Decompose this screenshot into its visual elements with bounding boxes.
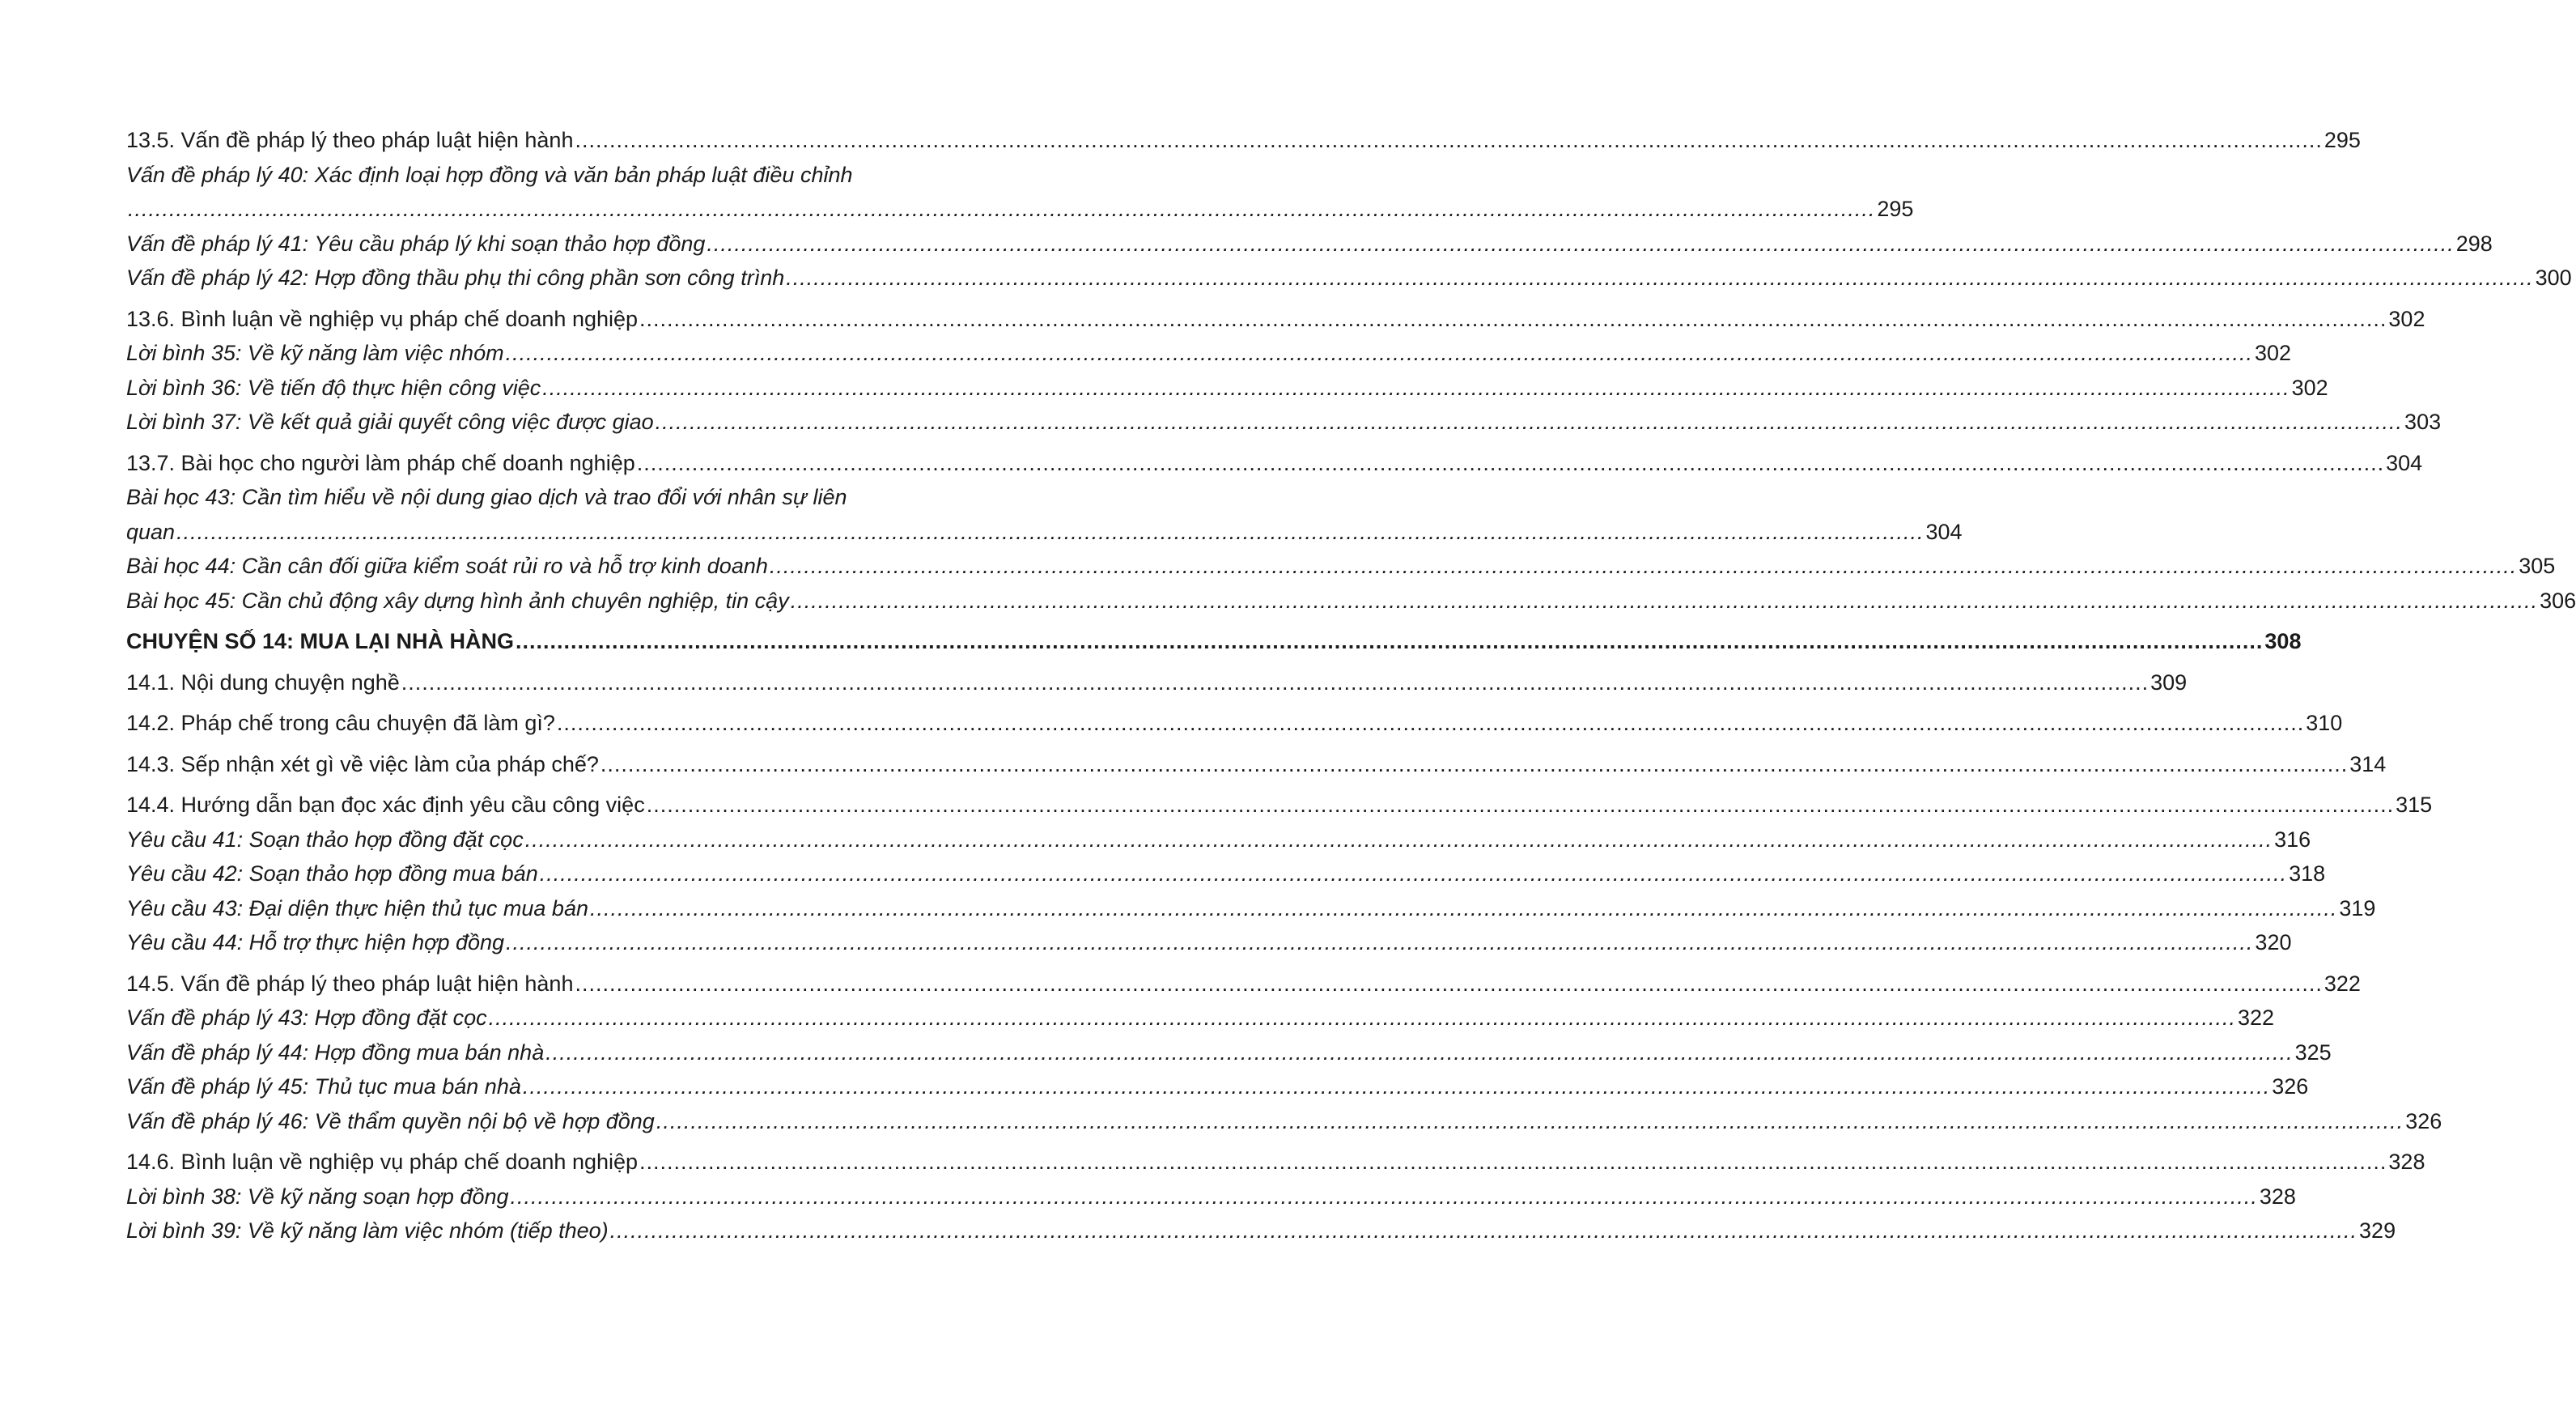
toc-entry-label: Yêu cầu 44: Hỗ trợ thực hiện hợp đồng — [126, 930, 505, 954]
dot-leader — [610, 1214, 2357, 1248]
toc-page-number: 298 — [2455, 231, 2493, 256]
toc-page-number: 308 — [2264, 629, 2302, 653]
toc-section-entry — [126, 967, 2361, 1001]
toc-entry-label: Yêu cầu 42: Soạn thảo hợp đồng mua bán — [126, 861, 538, 886]
toc-page-number: 304 — [1925, 519, 1963, 544]
dot-leader — [656, 1104, 2404, 1139]
dot-leader — [647, 788, 2394, 823]
toc-page-number: 326 — [2272, 1074, 2309, 1099]
toc-section-entry — [126, 123, 2361, 158]
toc-entry-label: 14.6. Bình luận về nghiệp vụ pháp chế doanh nghiệp — [126, 1150, 639, 1174]
toc-item-entry — [126, 192, 1914, 227]
dot-leader — [770, 549, 2517, 584]
toc-page-number: 295 — [1877, 197, 1914, 221]
toc-page-number: 328 — [2388, 1150, 2425, 1174]
dot-leader — [516, 624, 2263, 659]
toc-page-number: 304 — [2386, 450, 2423, 475]
toc-entry-label: Vấn đề pháp lý 43: Hợp đồng đặt cọc — [126, 1005, 487, 1030]
dot-leader — [489, 1001, 2236, 1035]
toc-item-entry — [126, 371, 2328, 406]
toc-item-entry — [126, 405, 2442, 440]
toc-item-entry — [126, 515, 1963, 550]
toc-entry-label: 13.7. Bài học cho người làm pháp chế doanh nghiệp — [126, 450, 635, 475]
toc-section-entry — [126, 706, 2343, 741]
dot-leader — [557, 706, 2304, 741]
toc-entry-label: Yêu cầu 43: Đại diện thực hiện thủ tục mua bán — [126, 895, 588, 920]
toc-item-entry — [126, 480, 855, 515]
dot-leader — [786, 261, 2533, 295]
toc-page-number: 300 — [2535, 266, 2572, 290]
toc-entry-label: 14.4. Hướng dẫn bạn đọc xác định yêu cầu công việc — [126, 793, 645, 817]
toc-page-number: 322 — [2323, 971, 2361, 996]
dot-leader — [639, 302, 2387, 337]
toc-page-number: 309 — [2150, 670, 2188, 695]
toc-entry-label: 14.5. Vấn đề pháp lý theo pháp luật hiện hành — [126, 971, 574, 996]
toc-entry-label: Bài học 45: Cần chủ động xây dựng hình ảnh chuyên nghiệp, tin cậy — [126, 588, 789, 613]
toc-item-entry — [126, 227, 2493, 261]
toc-entry-label: 14.2. Pháp chế trong câu chuyện đã làm gì? — [126, 711, 555, 735]
toc-page-number: 302 — [2291, 375, 2328, 400]
toc-entry-label: Lời bình 38: Về kỹ năng soạn hợp đồng — [126, 1184, 509, 1209]
toc-entry-label: Bài học 43: Cần tìm hiểu về nội dung giao dịch và trao đổi với nhân sự liên — [126, 485, 847, 509]
toc-entry-label: quan — [126, 519, 176, 544]
dot-leader — [575, 967, 2322, 1001]
dot-leader — [540, 857, 2287, 891]
toc-page-number: 325 — [2294, 1039, 2332, 1065]
toc-page-number: 326 — [2405, 1108, 2442, 1133]
dot-leader — [601, 747, 2348, 782]
toc-entry-label: Vấn đề pháp lý 46: Về thẩm quyền nội bộ về hợp đồng — [126, 1108, 655, 1133]
toc-page-number: 320 — [2255, 930, 2292, 954]
toc-page-number: 306 — [2540, 588, 2576, 613]
toc-page-number: 316 — [2274, 827, 2311, 852]
dot-leader — [506, 336, 2253, 371]
toc-entry-label: Lời bình 36: Về tiến độ thực hiện công việc — [126, 375, 541, 400]
toc-item-entry — [126, 584, 2576, 619]
toc-item-entry — [126, 1214, 2396, 1248]
dot-leader — [542, 371, 2290, 406]
toc-item-entry — [126, 1035, 2332, 1070]
toc-section-entry — [126, 1145, 2425, 1180]
toc-entry-label: 14.1. Nội dung chuyện nghề — [126, 670, 400, 695]
toc-section-entry — [126, 788, 2433, 823]
toc-item-entry — [126, 925, 2292, 960]
toc-entry-label: 14.3. Sếp nhận xét gì về việc làm của pháp chế? — [126, 751, 599, 776]
toc-page-number: 303 — [2404, 410, 2442, 434]
toc-item-entry — [126, 336, 2292, 371]
dot-leader — [506, 925, 2253, 960]
dot-leader — [707, 227, 2454, 261]
dot-leader — [523, 1069, 2270, 1104]
toc-item-entry — [126, 1180, 2296, 1214]
dot-leader — [791, 584, 2538, 619]
toc-entry-label: Vấn đề pháp lý 42: Hợp đồng thầu phụ thi công phần sơn công trình — [126, 266, 785, 290]
toc-page-number: 318 — [2289, 861, 2326, 886]
toc-entry-label: Yêu cầu 41: Soạn thảo hợp đồng đặt cọc — [126, 827, 524, 852]
dot-leader — [525, 823, 2273, 857]
toc-entry-label: Vấn đề pháp lý 40: Xác định loại hợp đồng và văn bản pháp luật điều chỉnh — [126, 162, 853, 187]
toc-page-number: 302 — [2254, 341, 2292, 365]
toc-entry-label: Vấn đề pháp lý 41: Yêu cầu pháp lý khi soạn thảo hợp đồng — [126, 231, 706, 256]
toc-item-entry — [126, 823, 2311, 857]
toc-item-entry — [126, 891, 2376, 926]
toc-entry-label: Lời bình 39: Về kỹ năng làm việc nhóm (tiếp theo) — [126, 1218, 609, 1243]
dot-leader — [545, 1035, 2293, 1070]
toc-chapter-entry — [126, 624, 2302, 659]
toc-item-entry — [126, 261, 2572, 295]
toc-section-entry — [126, 747, 2387, 782]
dot-leader — [128, 192, 1875, 227]
toc-item-entry — [126, 857, 2326, 891]
dot-leader — [575, 123, 2322, 158]
toc-page-number: 322 — [2238, 1005, 2275, 1030]
toc-entry-label: 13.6. Bình luận về nghiệp vụ pháp chế doanh nghiệp — [126, 306, 639, 331]
dot-leader — [176, 515, 1924, 550]
toc-page-number: 305 — [2519, 554, 2556, 578]
dot-leader — [639, 1145, 2387, 1180]
dot-leader — [590, 891, 2337, 926]
toc-page-number: 295 — [2323, 128, 2361, 152]
toc-entry-label: CHUYỆN SỐ 14: MUA LẠI NHÀ HÀNG — [126, 629, 515, 653]
toc-item-entry — [126, 1104, 2442, 1139]
toc-page-number: 315 — [2396, 793, 2433, 817]
toc-item-entry — [126, 158, 855, 193]
toc-section-entry — [126, 446, 2423, 481]
toc-page-number: 329 — [2359, 1218, 2396, 1243]
toc-entry-label: Bài học 44: Cần cân đối giữa kiểm soát rủi ro và hỗ trợ kinh doanh — [126, 554, 768, 578]
table-of-contents — [126, 123, 2576, 1248]
toc-page-number: 310 — [2306, 711, 2343, 735]
toc-entry-label: Vấn đề pháp lý 45: Thủ tục mua bán nhà — [126, 1074, 521, 1099]
toc-section-entry — [126, 665, 2188, 700]
toc-entry-label: Vấn đề pháp lý 44: Hợp đồng mua bán nhà — [126, 1039, 545, 1065]
dot-leader — [656, 405, 2403, 440]
dot-leader — [511, 1180, 2258, 1214]
toc-item-entry — [126, 549, 2556, 584]
toc-entry-label: Lời bình 37: Về kết quả giải quyết công việc được giao — [126, 410, 654, 434]
toc-entry-label: 13.5. Vấn đề pháp lý theo pháp luật hiện hành — [126, 128, 574, 152]
toc-page-number: 328 — [2259, 1184, 2296, 1209]
toc-page-number: 314 — [2349, 751, 2387, 776]
toc-item-entry — [126, 1001, 2275, 1035]
dot-leader — [401, 665, 2149, 700]
toc-page-number: 319 — [2339, 895, 2376, 920]
toc-section-entry — [126, 302, 2425, 337]
toc-entry-label: Lời bình 35: Về kỹ năng làm việc nhóm — [126, 341, 504, 365]
dot-leader — [637, 446, 2384, 481]
toc-page-number: 302 — [2388, 306, 2425, 331]
toc-item-entry — [126, 1069, 2309, 1104]
